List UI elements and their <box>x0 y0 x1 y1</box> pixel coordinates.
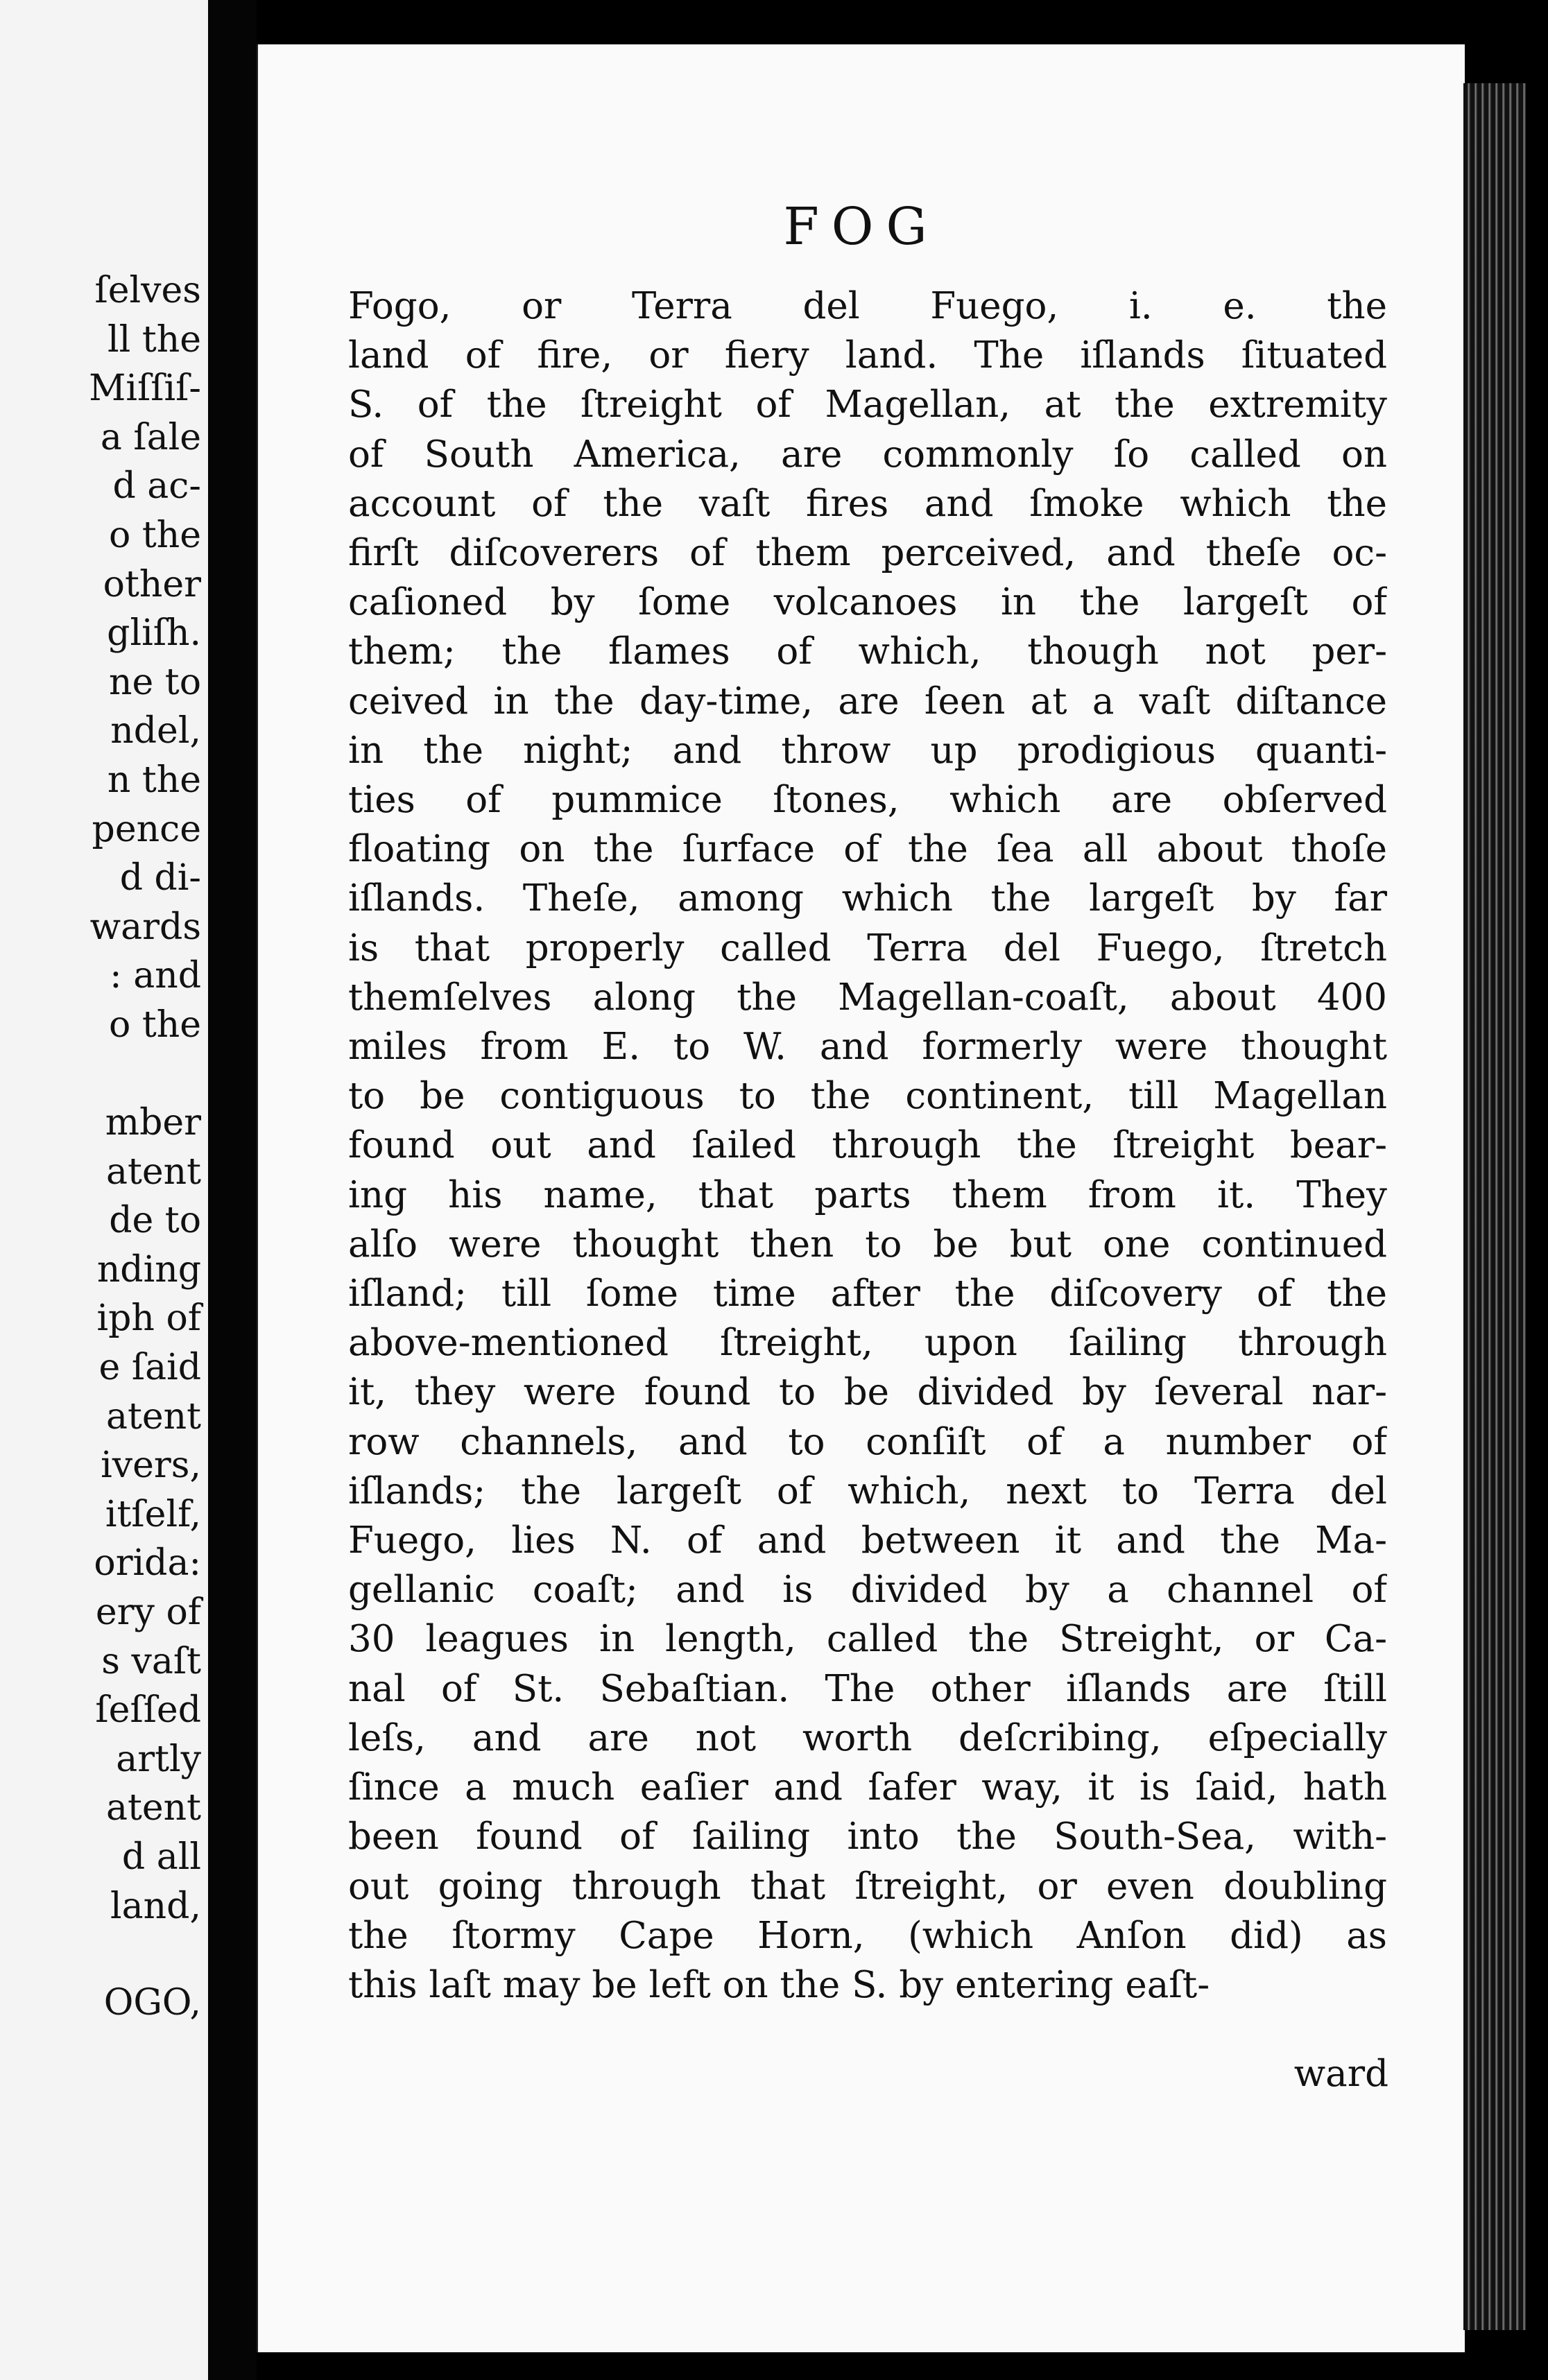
text-line: themſelves along the Magellan-coaſt, about 400 <box>348 976 1387 1019</box>
text-line: account of the vaſt fires and ſmoke which the <box>348 482 1387 525</box>
text-line: S. of the ſtreight of Magellan, at the extremity <box>348 383 1387 426</box>
text-line: been found of ſailing into the South-Sea, with- <box>348 1816 1387 1859</box>
text-line: firſt diſcoverers of them perceived, and theſe oc- <box>348 532 1387 575</box>
left-page-fragment <box>0 0 208 2380</box>
text-line: leſs, and are not worth deſcribing, eſpecially <box>348 1716 1387 1759</box>
left-page-line: atent <box>105 1150 201 1193</box>
left-page-line: land, <box>110 1885 201 1927</box>
text-line: iſlands. Theſe, among which the largeſt by far <box>348 877 1387 920</box>
left-page-line: other <box>103 563 201 605</box>
left-page-line: ne to <box>109 661 201 703</box>
body-text <box>348 282 1387 2010</box>
text-line: iſland; till ſome time after the diſcovery of the <box>348 1273 1387 1316</box>
left-page-line: mber <box>105 1102 201 1144</box>
text-line: ties of pummice ſtones, which are obſerved <box>348 779 1387 822</box>
catchword: ward <box>1293 2053 1388 2095</box>
text-line: above-mentioned ſtreight, upon ſailing through <box>348 1322 1387 1365</box>
left-page-text <box>89 266 201 1931</box>
left-page-line: d di- <box>119 857 201 899</box>
text-line: to be contiguous to the continent, till Magellan <box>348 1075 1387 1118</box>
text-line: floating on the ſurface of the ſea all about thoſe <box>348 828 1387 871</box>
text-line: them; the flames of which, though not per- <box>348 630 1387 673</box>
left-page-line: : and <box>110 955 201 997</box>
left-page-line: gliſh. <box>107 612 201 655</box>
left-page-line: s vaſt <box>101 1640 201 1682</box>
text-line: caſioned by ſome volcanoes in the largeſt of <box>348 581 1387 624</box>
left-page-line: orida: <box>94 1542 201 1585</box>
left-page-line: nding <box>96 1248 201 1291</box>
text-line: the ſtormy Cape Horn, (which Anſon did) as <box>348 1914 1387 1957</box>
left-page-line: o the <box>109 514 201 556</box>
text-line: 30 leagues in length, called the Streight, or Ca- <box>348 1618 1387 1661</box>
page-edge-stack <box>1463 83 1526 2330</box>
left-page-line: e ſaid <box>98 1347 201 1389</box>
text-line: alſo were thought then to be but one continued <box>348 1223 1387 1266</box>
left-page-line: Miſſiſ- <box>89 368 201 410</box>
left-page-line: artly <box>116 1738 201 1780</box>
left-page-line: ndel, <box>110 710 201 752</box>
text-line: in the night; and throw up prodigious quanti- <box>348 729 1387 772</box>
text-line: of South America, are commonly ſo called on <box>348 433 1387 476</box>
left-page-line: ſelves <box>94 270 201 311</box>
text-line: is that properly called Terra del Fuego, ſtretch <box>348 926 1387 969</box>
main-page <box>257 44 1465 2352</box>
left-page-line: ery of <box>95 1592 201 1634</box>
text-line: found out and ſailed through the ſtreight bear- <box>348 1124 1387 1167</box>
text-line: this laſt may be left on the S. by entering eaſt- <box>348 1963 1210 2006</box>
left-page-line: de to <box>109 1200 201 1242</box>
left-page-line: atent <box>105 1787 201 1829</box>
left-page-line: ll the <box>108 318 201 361</box>
text-line: miles from E. to W. and formerly were thought <box>348 1026 1387 1069</box>
text-line: Fuego, lies N. of and between it and the Ma- <box>348 1519 1387 1562</box>
text-line: row channels, and to conſiſt of a number of <box>348 1420 1387 1463</box>
text-line: it, they were found to be divided by ſeveral nar- <box>348 1371 1387 1414</box>
left-page-line: o the <box>109 1003 201 1046</box>
text-line: ceived in the day-time, are ſeen at a vaſt diſtance <box>348 680 1387 723</box>
left-page-line: ſeſſed <box>95 1689 201 1732</box>
left-page-line: iph of <box>96 1297 201 1340</box>
running-head: FOG <box>783 197 940 257</box>
left-page-line: pence <box>92 808 201 850</box>
left-page-line: a ſale <box>100 416 201 458</box>
text-line: iſlands; the largeſt of which, next to Terra del <box>348 1469 1387 1512</box>
left-page-tail: OGO, <box>103 1982 201 2024</box>
left-page-line <box>89 1050 201 1099</box>
book-gutter <box>208 0 257 2380</box>
text-line: ſince a much eaſier and ſafer way, it is ſaid, hath <box>348 1766 1387 1809</box>
left-page-line: wards <box>89 906 201 948</box>
left-page-line: itſelf, <box>105 1493 201 1535</box>
text-line: land of fire, or fiery land. The iſlands ſituated <box>348 334 1387 377</box>
left-page-line: atent <box>105 1395 201 1438</box>
text-line: gellanic coaſt; and is divided by a channel of <box>348 1569 1387 1612</box>
text-line: out going through that ſtreight, or even doubling <box>348 1865 1387 1908</box>
left-page-line: d ac- <box>112 465 201 508</box>
left-page-line: n the <box>107 759 201 801</box>
left-page-line: ivers, <box>101 1445 201 1487</box>
text-line: ing his name, that parts them from it. They <box>348 1173 1387 1216</box>
text-line: Fogo, or Terra del Fuego, i. e. the <box>348 285 1387 327</box>
left-page-line: d all <box>121 1836 201 1878</box>
text-line: nal of St. Sebaſtian. The other iſlands are ſtill <box>348 1667 1387 1710</box>
